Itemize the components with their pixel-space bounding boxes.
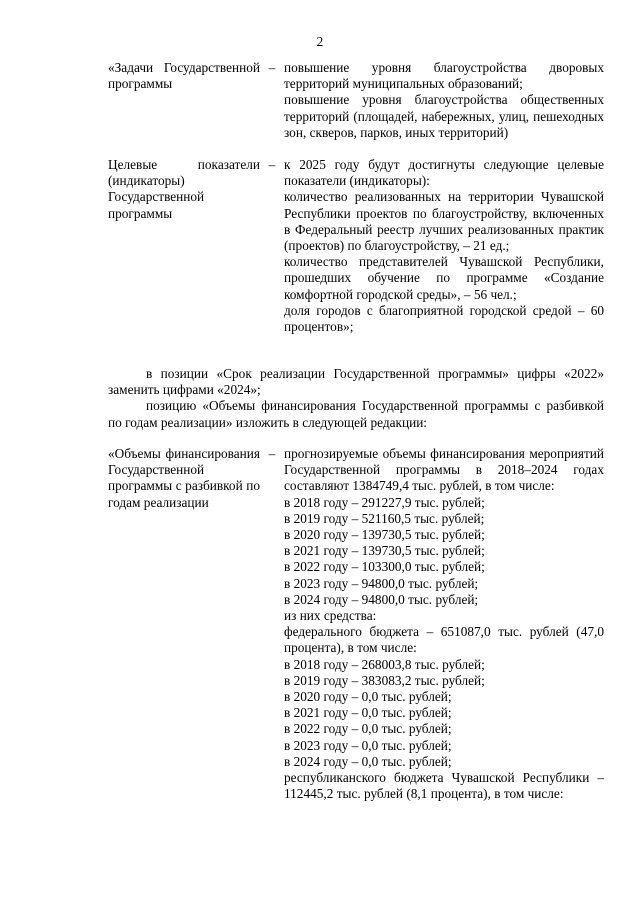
block-targets: [108, 157, 604, 335]
content-line: доля городов с благоприятной городской средой – 60 процентов»;: [284, 302, 604, 335]
label-text: Целевые показатели (индикаторы) Государственной программы: [108, 157, 260, 221]
content-line: в 2023 году – 0,0 тыс. рублей;: [284, 737, 452, 753]
content-line: в 2018 году – 291227,9 тыс. рублей;: [284, 494, 485, 510]
content-line: в 2021 году – 139730,5 тыс. рублей;: [284, 543, 485, 559]
content-line: в 2019 году – 521160,5 тыс. рублей;: [284, 510, 485, 526]
content-line: прогнозируемые объемы финансирования мероприятий Государственной программы в 2018–2024 годах составляют 1384749,4 тыс. рублей, в том числе:: [284, 446, 604, 494]
content-line: федерального бюджета – 651087,0 тыс. рублей (47,0 процента), в том числе:: [284, 624, 604, 656]
paragraph: в позиции «Срок реализации Государственной программы» цифры «2022» заменить цифрами «2024»;: [108, 366, 604, 398]
block-financing-label: [108, 446, 260, 802]
block-financing: [108, 446, 604, 802]
paragraph: позицию «Объемы финансирования Государственной программы с разбивкой по годам реализации» изложить в следующей редакции:: [108, 398, 604, 430]
content-line: республиканского бюджета Чувашской Республики – 112445,2 тыс. рублей (8,1 процента), в том числе:: [284, 770, 604, 802]
content-line: количество представителей Чувашской Республики, прошедших обучение по программе «Создание комфортной городской среды», – 56 чел.;: [284, 254, 604, 302]
block-tasks: [108, 60, 604, 141]
content-line: в 2020 году – 0,0 тыс. рублей;: [284, 689, 452, 705]
dash: –: [268, 157, 276, 172]
content-line: в 2022 году – 0,0 тыс. рублей;: [284, 721, 452, 737]
label-text: «Объемы финансирования Государственной программы с разбивкой по годам реализации: [108, 446, 260, 510]
amendment-paragraphs: [108, 366, 604, 431]
content-line: в 2021 году – 0,0 тыс. рублей;: [284, 705, 452, 721]
block-targets-label: [108, 157, 260, 335]
block-tasks-content: [284, 60, 604, 141]
content-line: повышение уровня благоустройства дворовых территорий муниципальных образований;: [284, 60, 604, 92]
content-line: к 2025 году будут достигнуты следующие целевые показатели (индикаторы):: [284, 157, 604, 189]
dash: –: [268, 446, 276, 461]
content-line: в 2023 году – 94800,0 тыс. рублей;: [284, 575, 479, 591]
content-line: в 2018 году – 268003,8 тыс. рублей;: [284, 656, 485, 672]
content-line: в 2024 году – 94800,0 тыс. рублей;: [284, 591, 479, 607]
content-line: повышение уровня благоустройства общественных территорий (площадей, набережных, улиц, пешеходных зон, скверов, парков, иных территорий): [284, 92, 604, 140]
content-line: в 2022 году – 103300,0 тыс. рублей;: [284, 559, 485, 575]
block-financing-content: [284, 446, 604, 802]
block-tasks-label: [108, 60, 260, 141]
dash: –: [268, 60, 276, 75]
label-text: «Задачи Государственной программы: [108, 60, 260, 92]
block-targets-content: [284, 157, 604, 335]
content-line: в 2019 году – 383083,2 тыс. рублей;: [284, 672, 485, 688]
page-number: 2: [316, 34, 324, 49]
content-line: количество реализованных на территории Чувашской Республики проектов по благоустройству, включенных в Федеральный реестр лучших реализованных практик (проектов) по благоустройству, – 21 ед.;: [284, 189, 604, 254]
content-line: в 2024 году – 0,0 тыс. рублей;: [284, 753, 452, 769]
content-line: в 2020 году – 139730,5 тыс. рублей;: [284, 527, 485, 543]
content-line: из них средства:: [284, 608, 377, 624]
